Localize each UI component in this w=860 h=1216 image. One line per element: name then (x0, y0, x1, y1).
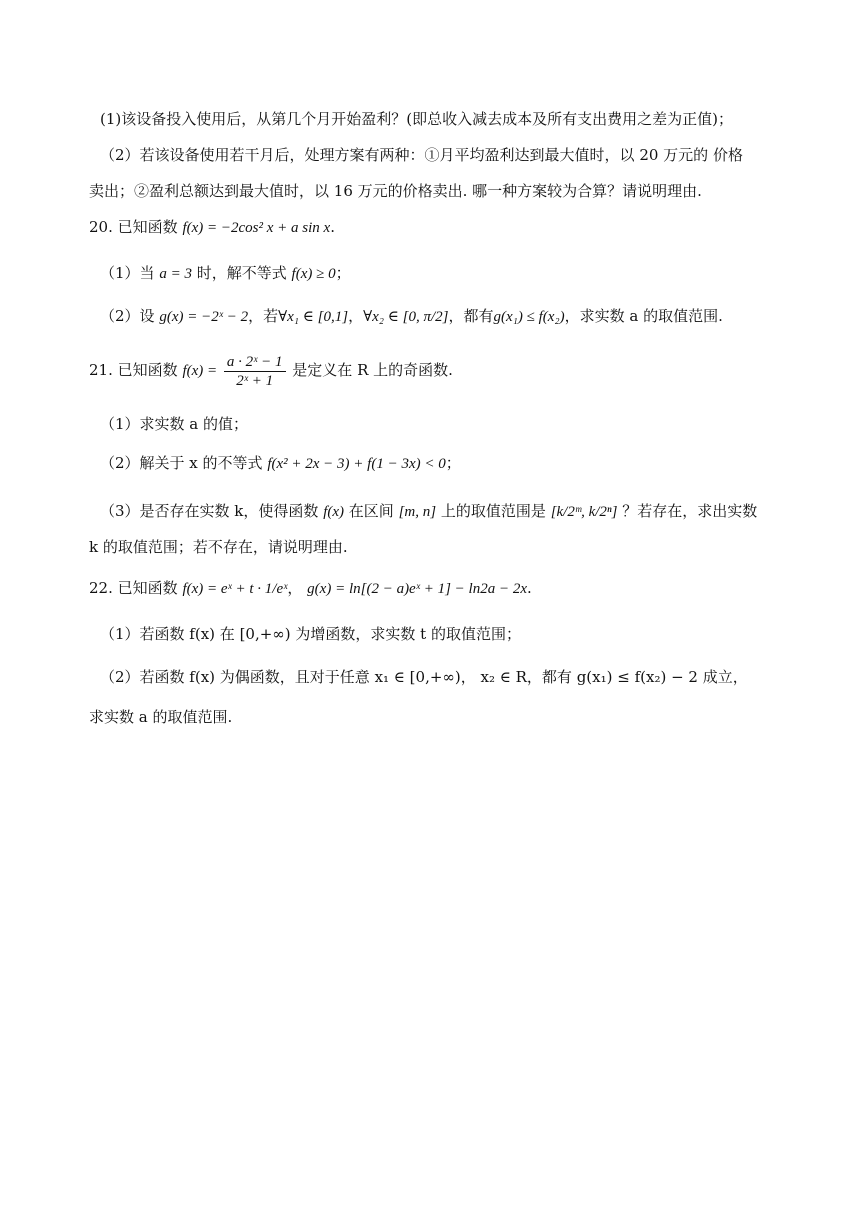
q20-part2-mid2: ，都有 (448, 307, 494, 325)
q19-part1-text: (1)该设备投入使用后，从第几个月开始盈利？(即总收入减去成本及所有支出费用之差为正值)； (100, 110, 733, 128)
q21-fraction-numerator: a · 2ˣ − 1 (224, 353, 286, 372)
q22-part2-line2 (89, 707, 232, 727)
q20-part1 (100, 263, 351, 284)
q21-part3-text-b: k 的取值范围；若不存在，请说明理由. (89, 538, 348, 556)
q22-sep: ， (287, 579, 303, 597)
q21-function-fraction (224, 353, 286, 390)
q19-part2-line1 (100, 145, 743, 165)
q21-part3-line1 (100, 493, 757, 530)
q22-part1 (100, 624, 521, 644)
q19-part1 (100, 109, 733, 129)
q21-part3-mid: 在区间 (348, 502, 394, 520)
q21-part1 (100, 414, 248, 434)
q21-part3-f: f(x) (323, 504, 345, 520)
q22-part2-text-b: 求实数 a 的取值范围. (89, 708, 233, 726)
q21-part3-interval: [m, n] (398, 504, 437, 520)
q19-part2-text-a: （2）若该设备使用若干月后，处理方案有两种：①月平均盈利达到最大值时，以 20 万元的 价格 (100, 146, 743, 164)
q22-part2-text-a: （2）若函数 f(x) 为偶函数，且对于任意 x₁ ∈ [0,+∞)， x₂ ∈ R，都有 g(x₁) ≤ f(x₂) − 2 成立， (100, 668, 748, 686)
q19-part2-text-b: 卖出；②盈利总额达到最大值时，以 16 万元的价格卖出. 哪一种方案较为合算？请说明理由. (89, 182, 702, 200)
q20-part2 (100, 306, 723, 327)
q20-part1-prefix: （1）当 (100, 264, 155, 282)
q22-part2-line1 (100, 667, 748, 687)
q20-part1-condition: a = 3 (159, 266, 192, 282)
q21-part3-line2 (89, 537, 348, 557)
q22-number: 22. (89, 579, 113, 597)
q21-part3-prefix: （3）是否存在实数 k，使得函数 (100, 502, 319, 520)
q21-fraction-denominator: 2ˣ + 1 (236, 372, 274, 389)
q20-part2-inequality: g(x₁) ≤ f(x₂) (493, 309, 565, 325)
q20-part1-inequality: f(x) ≥ 0 (291, 266, 336, 282)
q22-part1-text: （1）若函数 f(x) 在 [0,+∞) 为增函数，求实数 t 的取值范围； (100, 625, 521, 643)
q20-part2-mid1: ，若 (248, 307, 279, 325)
q20-part1-end: ； (335, 264, 351, 282)
q21-tail: 是定义在 R 上的奇函数. (292, 361, 453, 379)
q22-end: . (526, 579, 532, 597)
q20-part2-g: g(x) = −2ˣ − 2 (159, 309, 249, 325)
q21-part2-end: ； (445, 454, 461, 472)
q21-part1-text: （1）求实数 a 的值； (100, 415, 249, 433)
q21-part2 (100, 453, 461, 474)
q20-part2-x2: ∀x₂ ∈ [0, π/2] (363, 309, 449, 325)
q21-part3-range: [k/2ᵐ, k/2ⁿ] (550, 504, 618, 520)
q22-function-f: f(x) = eˣ + t · 1/eˣ (182, 581, 288, 597)
q20-part2-prefix: （2）设 (100, 307, 155, 325)
q21-part2-prefix: （2）解关于 x 的不等式 (100, 454, 263, 472)
q22-function-g: g(x) = ln[(2 − a)eˣ + 1] − ln2a − 2x (307, 581, 527, 597)
q20-part1-mid: 时，解不等式 (196, 264, 287, 282)
q21-intro: 已知函数 (117, 361, 178, 379)
q21-part2-inequality: f(x² + 2x − 3) + f(1 − 3x) < 0 (267, 456, 446, 472)
q20-stem (89, 217, 335, 238)
q21-part3-end: ？若存在，求出实数 (622, 502, 758, 520)
q21-stem (89, 350, 453, 391)
q20-part2-end: ，求实数 a 的取值范围. (564, 307, 723, 325)
q20-part2-x1: ∀x₁ ∈ [0,1] (278, 309, 349, 325)
q21-part3-mid2: 上的取值范围是 (440, 502, 546, 520)
q20-part2-sep: ， (348, 307, 364, 325)
q22-intro: 已知函数 (117, 579, 178, 597)
q22-stem (89, 578, 532, 599)
q20-number: 20. (89, 218, 113, 236)
q21-number: 21. (89, 361, 113, 379)
q20-end: . (330, 218, 335, 236)
q20-function: f(x) = −2cos² x + a sin x (182, 220, 331, 236)
q21-function-lhs: f(x) = (182, 363, 218, 379)
q20-intro: 已知函数 (117, 218, 178, 236)
q19-part2-line2 (89, 181, 702, 201)
